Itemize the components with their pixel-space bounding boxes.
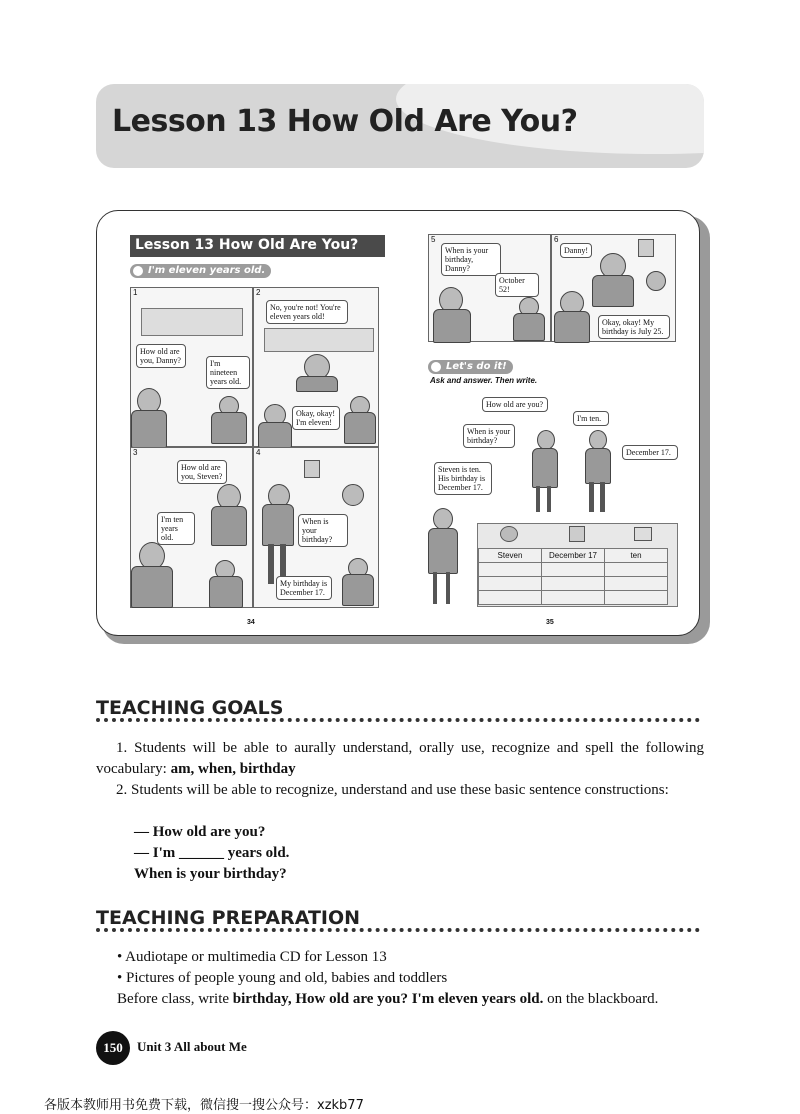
- prep-before-prefix: Before class, write: [117, 991, 230, 1007]
- panel-number: 1: [133, 288, 138, 297]
- boy-body: [585, 448, 611, 484]
- goal-1: [96, 738, 704, 780]
- girl-leg: [536, 486, 540, 512]
- boy-leg: [600, 482, 605, 512]
- sentence-2: [134, 843, 289, 864]
- activity-instruction: Ask and answer. Then write.: [430, 376, 538, 385]
- table-cell-birthday: December 17: [542, 549, 605, 563]
- sentence-3: [134, 864, 287, 885]
- table-cell-empty: [479, 563, 542, 577]
- table-cell-name: Steven: [479, 549, 542, 563]
- teaching-preparation-heading: TEACHING PREPARATION: [96, 907, 361, 929]
- girl-body: [211, 506, 247, 546]
- comic-panel-6: [551, 234, 676, 342]
- calendar-icon: [304, 460, 320, 478]
- goal-1-vocab: am, when, birthday: [170, 761, 296, 777]
- comic-panel-4: [253, 447, 379, 608]
- answer-table: [478, 548, 668, 605]
- speech-bubble: Okay, okay! I'm eleven!: [292, 406, 340, 430]
- cake-icon: [634, 527, 652, 541]
- sentence-3-text: When is your birthday?: [134, 866, 287, 882]
- part1-label-text: I'm eleven years old.: [148, 265, 266, 276]
- speech-bubble: How old are you, Steven?: [177, 460, 227, 484]
- part-number-icon: [133, 266, 143, 276]
- part2-label-text: Let's do it!: [446, 361, 507, 372]
- table-cell-empty: [542, 591, 605, 605]
- speech-bubble: Okay, okay! My birthday is July 25.: [598, 315, 670, 339]
- boy-body: [258, 422, 292, 448]
- table-cell-empty: [479, 591, 542, 605]
- speech-bubble: How old are you, Danny?: [136, 344, 186, 368]
- table-cell-empty: [605, 563, 668, 577]
- table-cell-empty: [605, 577, 668, 591]
- boy-body: [262, 504, 294, 546]
- panel-number: 6: [554, 235, 559, 244]
- girl-body: [592, 275, 634, 307]
- footer-note: 各版本教师用书免费下载，微信搜一搜公众号：xzkb77: [44, 1098, 364, 1113]
- speech-bubble: I'm ten.: [573, 411, 609, 426]
- boy-figure: [589, 430, 607, 450]
- panel-number: 5: [431, 235, 436, 244]
- comic-panel-3: [130, 447, 253, 608]
- girl-leg: [433, 572, 437, 604]
- part-number-icon: [431, 362, 441, 372]
- calendar-icon: [569, 526, 585, 542]
- robot-body: [513, 313, 545, 341]
- speech-bubble: When is your birthday?: [463, 424, 515, 448]
- boy-body: [433, 309, 471, 343]
- speech-bubble: I'm nineteen years old.: [206, 356, 250, 389]
- page-number-right: 35: [546, 619, 554, 626]
- prep-before-class: [117, 989, 658, 1010]
- goal-2: 2. Students will be able to recognize, understand and use these basic sentence constructions:: [116, 782, 669, 798]
- speech-bubble: Steven is ten. His birthday is December 17.: [434, 462, 492, 495]
- girl-body: [532, 448, 558, 488]
- table-cell-empty: [479, 577, 542, 591]
- robot-body: [342, 574, 374, 606]
- speech-bubble: When is your birthday, Danny?: [441, 243, 501, 276]
- prep-item: • Audiotape or multimedia CD for Lesson 13: [117, 949, 387, 965]
- panel-number: 2: [256, 288, 261, 297]
- dotted-divider: [96, 928, 700, 932]
- face-icon: [500, 526, 518, 542]
- inner-title: Lesson 13 How Old Are You?: [135, 237, 359, 253]
- panel-number: 4: [256, 448, 261, 457]
- speech-bubble: October 52!: [495, 273, 539, 297]
- speech-bubble: Danny!: [560, 243, 592, 258]
- sentence-1: [134, 822, 265, 843]
- goal-1-text: 1. Students will be able to aurally understand, orally use, recognize and spell the following vocabulary:: [96, 740, 704, 777]
- girl-body: [428, 528, 458, 574]
- girl-figure: [433, 508, 453, 530]
- girl-body: [296, 376, 338, 392]
- desk-illustration: [264, 328, 374, 352]
- panel-number: 3: [133, 448, 138, 457]
- robot-figure: [646, 271, 666, 291]
- comic-panel-2: [253, 287, 379, 447]
- sentence-2-text: — I'm ______ years old.: [134, 845, 290, 861]
- dotted-divider: [96, 718, 700, 722]
- table-cell-empty: [542, 563, 605, 577]
- speech-bubble: I'm ten years old.: [157, 512, 195, 545]
- table-cell-age: ten: [605, 549, 668, 563]
- table-cell-empty: [605, 591, 668, 605]
- lesson-title: Lesson 13 How Old Are You?: [112, 104, 578, 139]
- desk-illustration: [141, 308, 243, 336]
- boy-body: [131, 410, 167, 448]
- robot-body: [211, 412, 247, 444]
- prep-before-suffix: on the blackboard.: [547, 991, 659, 1007]
- unit-label: Unit 3 All about Me: [137, 1039, 247, 1054]
- girl-figure: [342, 484, 364, 506]
- speech-bubble: When is your birthday?: [298, 514, 348, 547]
- comic-panel-5: [428, 234, 551, 342]
- sentence-1-text: — How old are you?: [134, 824, 266, 840]
- prep-item: • Pictures of people young and old, babies and toddlers: [117, 970, 448, 986]
- teaching-goals-heading: TEACHING GOALS: [96, 697, 284, 719]
- part2-label: [428, 360, 513, 374]
- boy-body: [131, 566, 173, 608]
- page-number-badge: 150: [96, 1031, 130, 1065]
- comic-panel-1: [130, 287, 253, 447]
- speech-bubble: No, you're not! You're eleven years old!: [266, 300, 348, 324]
- speech-bubble: My birthday is December 17.: [276, 576, 332, 600]
- boy-body: [554, 311, 590, 343]
- boy-leg: [589, 482, 594, 512]
- part1-label: [130, 264, 271, 278]
- table-cell-empty: [542, 577, 605, 591]
- robot-body: [209, 576, 243, 608]
- speech-bubble: December 17.: [622, 445, 678, 460]
- robot-body: [344, 412, 376, 444]
- girl-leg: [547, 486, 551, 512]
- page-number-left: 34: [247, 619, 255, 626]
- girl-leg: [446, 572, 450, 604]
- speech-bubble: How old are you?: [482, 397, 548, 412]
- prep-before-bold: birthday, How old are you? I'm eleven years old.: [232, 991, 544, 1007]
- girl-figure: [537, 430, 555, 450]
- boy-leg: [268, 544, 274, 584]
- calendar-icon: [638, 239, 654, 257]
